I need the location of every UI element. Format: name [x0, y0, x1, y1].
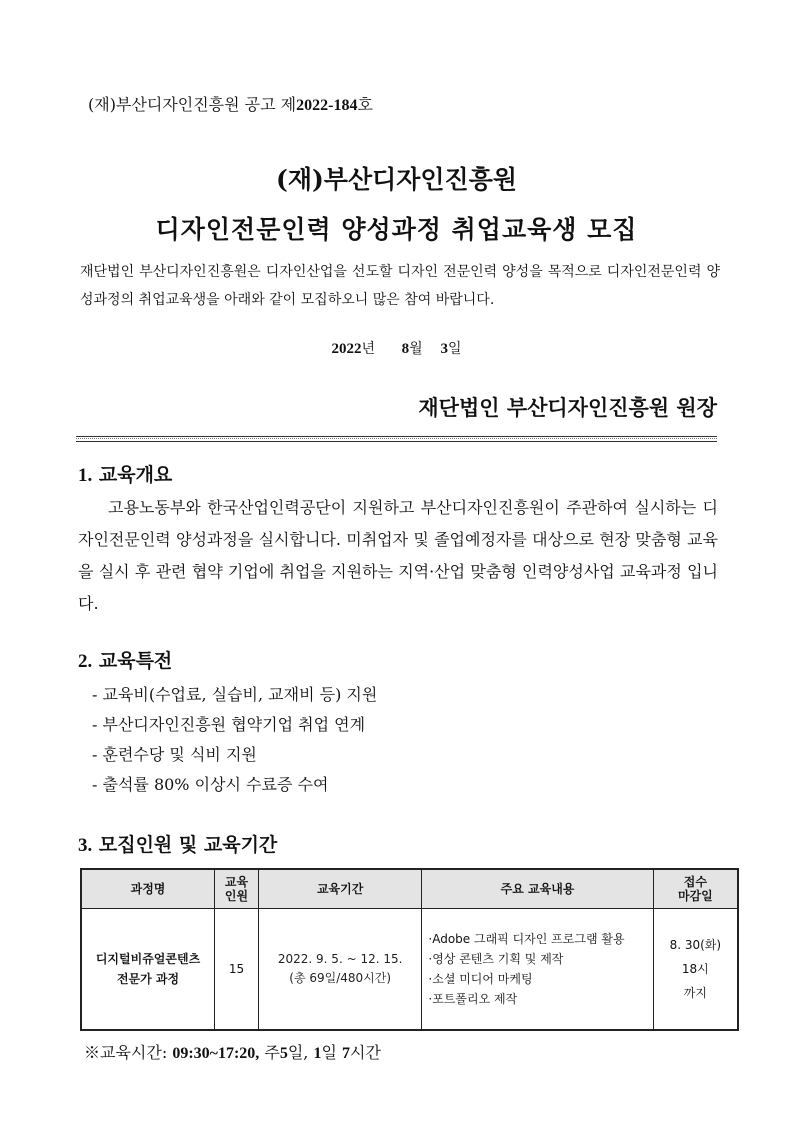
footnote-hours: 7: [342, 1045, 351, 1062]
notice-prefix: (재)부산디자인진흥원 공고 제: [88, 95, 297, 114]
section-number: 1.: [78, 465, 93, 486]
content-item: ·포트폴리오 제작: [428, 992, 518, 1006]
section-number: 2.: [78, 651, 93, 672]
header-headcount: [215, 869, 259, 909]
date-year: 2022: [331, 341, 362, 357]
benefit-item: - 훈련수당 및 식비 지원: [92, 745, 257, 764]
section-heading-overview: [78, 460, 172, 487]
cell-course: [81, 909, 215, 1031]
benefit-item: - 출석률 80% 이상시 수료증 수여: [92, 775, 329, 794]
footnote-week-unit: 일,: [287, 1043, 314, 1062]
period-dates: 2022. 9. 5. ~ 12. 15.: [277, 952, 403, 966]
header-course: 과정명: [81, 869, 215, 909]
header-headcount-line: 교육: [224, 875, 249, 889]
date-day-unit: 일: [448, 341, 462, 357]
date-month-unit: 월: [409, 341, 423, 357]
deadline-time: 18시: [681, 962, 709, 976]
course-table: [80, 868, 739, 1031]
header-deadline-line: 접수: [683, 875, 707, 889]
benefit-item: - 부산디자인진흥원 협약기업 취업 연계: [92, 715, 366, 734]
overview-paragraph: 고용노동부와 한국산업인력공단이 지원하고 부산디자인진흥원이 주관하여 실시하는 디자인전문인력 양성과정을 실시합니다. 미취업자 및 졸업예정자를 대상으로 현장 맞춤형 교육을 실시 후 관련 협약 기업에 취업을 지원하는 지역·산업 맞춤형 인력양성사업 교육과정 입니다.: [78, 498, 718, 613]
notice-number-value: 2022-184: [296, 97, 358, 114]
notice-number: [88, 92, 373, 115]
header-content: 주요 교육내용: [422, 869, 653, 909]
footnote-prefix: ※교육시간:: [84, 1043, 173, 1062]
section-heading-benefits: [78, 646, 172, 673]
cell-content: [422, 909, 653, 1031]
period-total: (총 69일/480시간): [289, 971, 392, 985]
announcement-date: [0, 338, 793, 358]
footnote-week-days: 5: [279, 1045, 288, 1062]
content-item: ·영상 콘텐츠 기획 및 제작: [428, 952, 564, 966]
table-header-row: [81, 869, 738, 909]
divider-dots: [76, 438, 717, 439]
schedule-footnote: [84, 1040, 381, 1063]
cell-period: [258, 909, 422, 1031]
section-title: 교육개요: [98, 464, 173, 486]
date-year-unit: 년: [361, 341, 375, 357]
date-month: 8: [401, 341, 410, 357]
footnote-day-count: 1: [313, 1045, 322, 1062]
content-item: ·소셜 미디어 마케팅: [428, 972, 533, 986]
cell-deadline: [653, 909, 738, 1031]
divider: [76, 436, 717, 442]
footnote-time: 09:30~17:20,: [172, 1045, 260, 1062]
deadline-until: 까지: [683, 986, 707, 1000]
header-deadline-line: 마감일: [677, 889, 713, 903]
issuer-signature: 재단법인 부산디자인진흥원 원장: [418, 395, 717, 420]
intro-paragraph: 재단법인 부산디자인진흥원은 디자인산업을 선도할 디자인 전문인력 양성을 목적으로 디자인전문인력 양성과정의 취업교육생을 아래와 같이 모집하오니 많은 참여 바랍니다.: [80, 264, 720, 308]
header-period: 교육기간: [258, 869, 422, 909]
cell-headcount: 15: [215, 909, 259, 1031]
footnote-day-unit: 일: [321, 1043, 343, 1062]
section-heading-recruitment: [78, 830, 277, 857]
deadline-date: 8. 30(화): [669, 938, 722, 952]
header-headcount-line: 인원: [224, 889, 249, 903]
content-item: ·Adobe 그래픽 디자인 프로그램 활용: [428, 932, 625, 946]
footnote-week-label: 주: [259, 1043, 280, 1062]
notice-suffix: 호: [357, 95, 373, 114]
table-row: [81, 909, 738, 1031]
section-title: 모집인원 및 교육기간: [98, 834, 278, 856]
course-name-line: 전문가 과정: [116, 972, 180, 986]
course-name-line: 디지털비쥬얼콘텐츠: [95, 952, 201, 966]
section-number: 3.: [78, 835, 93, 856]
section-title: 교육특전: [98, 650, 173, 672]
document-title: 디자인전문인력 양성과정 취업교육생 모집: [155, 215, 638, 244]
benefit-item: - 교육비(수업료, 실습비, 교재비 등) 지원: [92, 685, 378, 704]
footnote-hours-unit: 시간: [350, 1043, 381, 1062]
header-deadline: [653, 869, 738, 909]
document-title-org: (재)부산디자인진흥원: [275, 165, 517, 194]
date-day: 3: [440, 341, 449, 357]
